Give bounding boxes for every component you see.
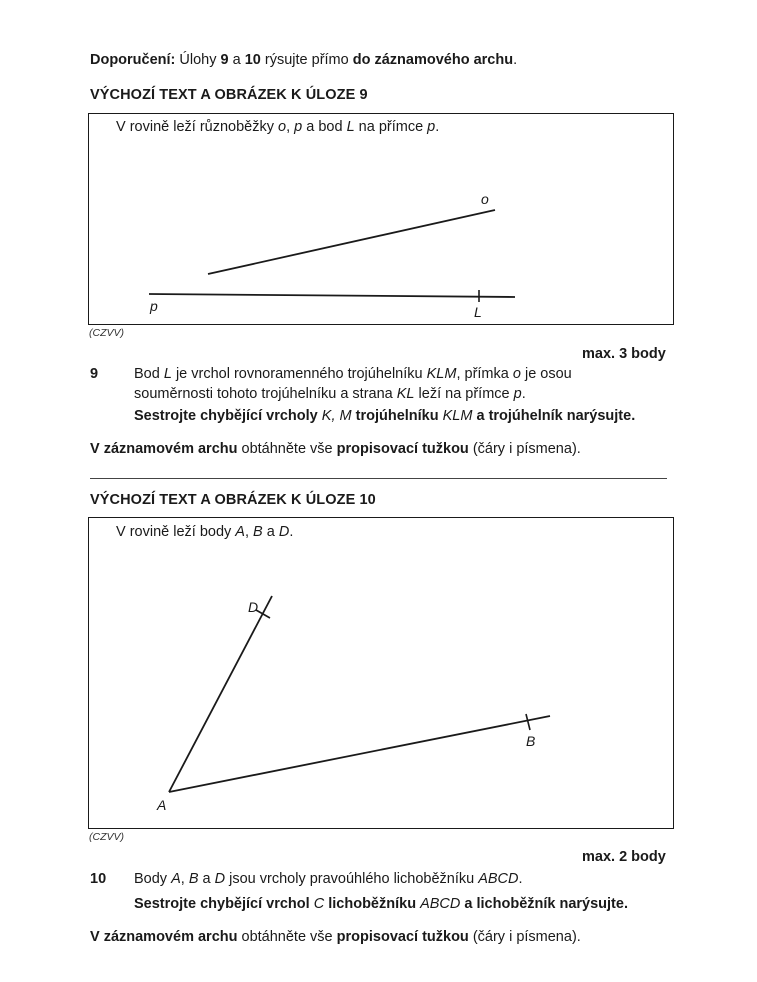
task9-max-points: max. 3 body: [582, 346, 666, 362]
divider: [90, 478, 667, 479]
label-A: A: [157, 797, 167, 813]
task9-figure-box: [88, 113, 674, 325]
task9-figure: [89, 114, 673, 324]
task10-max-points: max. 2 body: [582, 849, 666, 865]
label-L: L: [474, 304, 482, 320]
task10-number: 10: [90, 871, 107, 887]
task10-source: (CZVV): [89, 831, 124, 843]
label-B: B: [526, 733, 536, 749]
task10-note: V záznamovém archu obtáhněte vše propisovací tužkou (čáry i písmena).: [90, 929, 581, 945]
recommendation-label: Doporučení:: [90, 52, 176, 68]
task10-figure-box: [88, 517, 674, 829]
label-o: o: [481, 191, 489, 207]
task9-source: (CZVV): [89, 327, 124, 339]
task10-text: [134, 869, 628, 914]
task9-text: [134, 364, 635, 426]
task9-box-text: V rovině leží různoběžky o, p a bod L na přímce p.: [116, 119, 440, 135]
line-o: [208, 210, 495, 274]
task9-number: 9: [90, 366, 99, 382]
ray-AB: [169, 716, 550, 792]
task9-note: V záznamovém archu obtáhněte vše propisovací tužkou (čáry i písmena).: [90, 441, 581, 457]
ray-AD: [169, 596, 272, 792]
task9-line1: Bod L je vrchol rovnoramenného trojúhelníku KLM, přímka o je osou: [134, 366, 572, 382]
point-B-tick: [526, 714, 530, 730]
task10-figure: [89, 518, 673, 828]
task10-instruction: Sestrojte chybějící vrchol C lichoběžníku ABCD a lichoběžník narýsujte.: [134, 896, 628, 912]
task10-line1: Body A, B a D jsou vrcholy pravoúhlého lichoběžníku ABCD.: [134, 871, 523, 887]
label-p: p: [150, 298, 158, 314]
line-p: [149, 294, 515, 297]
task9-heading: VÝCHOZÍ TEXT A OBRÁZEK K ÚLOZE 9: [90, 87, 368, 103]
task9-instruction: Sestrojte chybějící vrcholy K, M trojúhelníku KLM a trojúhelník narýsujte.: [134, 408, 636, 424]
task10-box-text: V rovině leží body A, B a D.: [116, 524, 294, 540]
recommendation: Doporučení: Úlohy 9 a 10 rýsujte přímo do záznamového archu.: [90, 52, 518, 68]
task9-line2: souměrnosti tohoto trojúhelníku a strana KL leží na přímce p.: [134, 386, 526, 402]
task10-heading: VÝCHOZÍ TEXT A OBRÁZEK K ÚLOZE 10: [90, 492, 376, 508]
label-D: D: [248, 599, 259, 615]
